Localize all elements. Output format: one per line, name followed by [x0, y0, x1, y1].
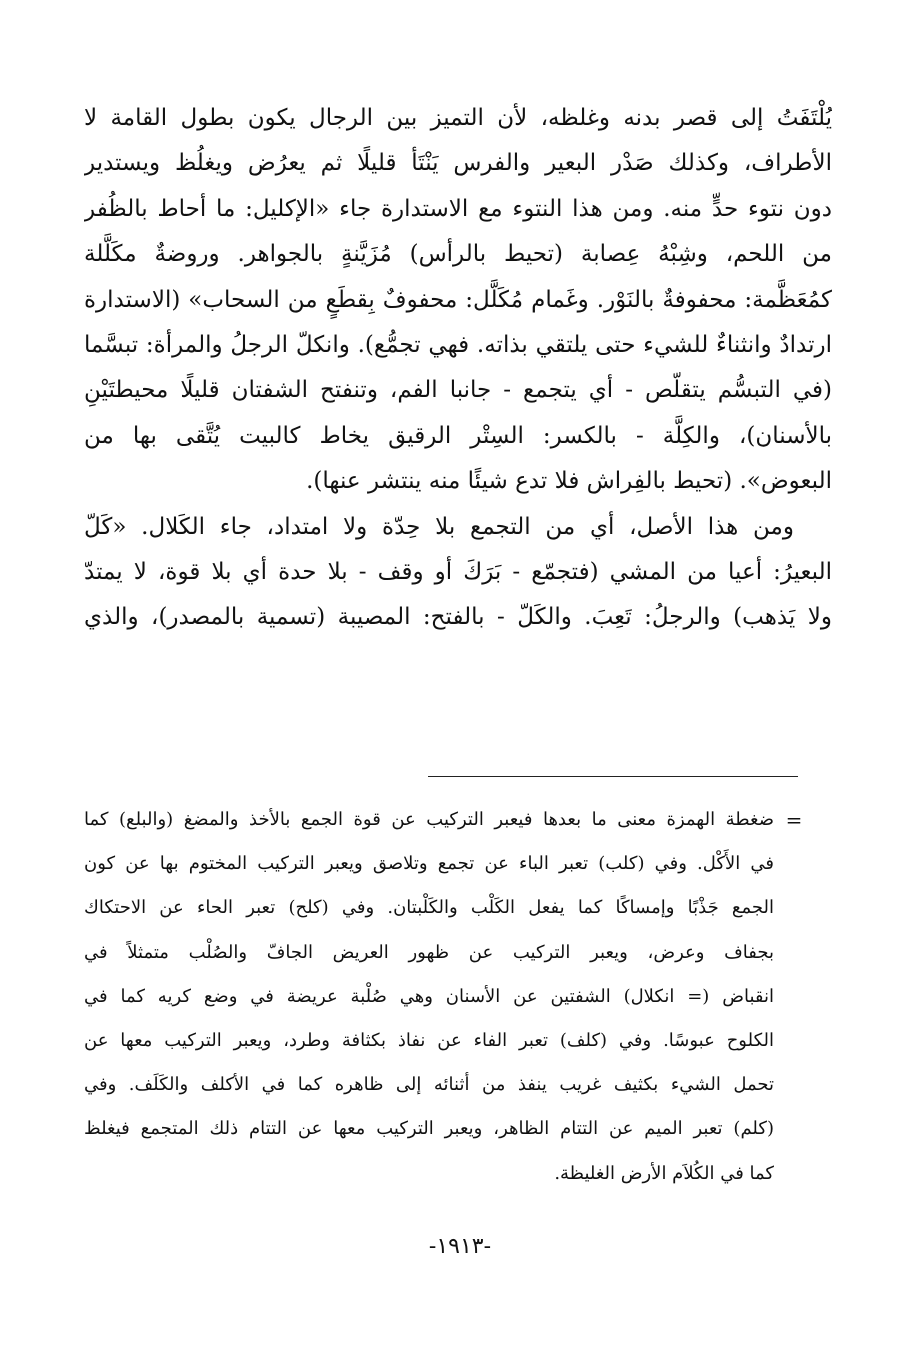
text-line: البعوض». (تحيط بالفِراش فلا تدع شيئًا منه ينتشر عنها).	[306, 468, 832, 495]
text-line: ارتدادٌ وانثناءٌ للشيء حتى يلتقي بذاته. فهي تجمُّع). وانكلّ الرجلُ والمرأة: تبسَّما	[84, 331, 832, 358]
text-line: يُلْتَفَتُ إلى قصر بدنه وغلظه، لأن التميز بين الرجال يكون بطول القامة لا	[84, 105, 832, 131]
footnote-continuation-marker: =	[785, 808, 803, 832]
footnote	[84, 798, 774, 1196]
footnote-line: تحمل الشيء بكثيف غريب ينفذ من أثنائه إلى ظاهره كما في الأكلف والكَلَف. وفي	[84, 1074, 774, 1096]
main-text	[84, 96, 832, 641]
footnote-line: الكلوح عبوسًا. وفي (كلف) تعبر الفاء عن نفاذ بكثافة وطرد، ويعبر التركيب معها عن	[84, 1029, 774, 1051]
text-line: من اللحم، وشِبْهُ عِصابة (تحيط بالرأس) مُزَيَّنةٍ بالجواهر. وروضةٌ مكَلَّلة	[84, 241, 832, 268]
footnote-line: انقباض (= انكلال) الشفتين عن الأسنان وهي صُلْبة عريضة في وضع كريه كما في	[84, 985, 774, 1007]
footnote-separator	[428, 776, 798, 777]
footnote-line: بجفاف وعرض، ويعبر التركيب عن ظهور العريض الجافّ والصُلْب متمثلاً في	[84, 941, 774, 963]
footnote-line: (كلم) تعبر الميم عن التتام الظاهر، ويعبر التركيب معها عن التتام ذلك المتجمع فيغلظ	[84, 1118, 774, 1140]
text-line: البعيرُ: أعيا من المشي (فتجمّع - بَرَكَ أو وقف - بلا حدة أي بلا قوة، لا يمتدّ	[84, 558, 832, 585]
text-line: دون نتوء حدٍّ منه. ومن هذا النتوء مع الاستدارة جاء «الإكليل: ما أحاط بالظُفر	[84, 195, 832, 222]
footnote-line: كما في الكُلاَم الأرض الغليظة.	[554, 1162, 774, 1184]
footnote-line: ضغطة الهمزة معنى ما بعدها فيعبر التركيب عن قوة الجمع بالأخذ والمضغ (والبلع) كما	[84, 809, 774, 830]
text-line: بالأسنان)، والكِلَّة - بالكسر: السِتْر الرقيق يخاط كالبيت يُتَّقى بها من	[84, 422, 832, 449]
text-line: ولا يَذهب) والرجلُ: تَعِبَ. والكَلّ - بالفتح: المصيبة (تسمية بالمصدر)، والذي	[84, 604, 832, 631]
text-line: ومن هذا الأصل، أي من التجمع بلا حِدّة ولا امتداد، جاء الكَلال. «كَلّ	[84, 513, 794, 540]
text-line: الأطراف، وكذلك صَدْر البعير والفرس يَنْتَأ قليلًا ثم يعرُض ويغلُظ ويستدير	[84, 150, 832, 177]
text-line: (في التبسُّم يتقلّص - أي يتجمع - جانبا الفم، وتنفتح الشفتان قليلًا محيطتَيْنِ	[84, 377, 832, 404]
page-number: -١٩١٣-	[428, 1234, 492, 1259]
footnote-line: الجمع جَذْبًا وإمساكًا كما يفعل الكَلْب والكَلْبتان. وفي (كلح) تعبر الحاء عن الاحتكاك	[84, 897, 774, 919]
text-line: كمُعَظَّمة: محفوفةٌ بالنَوْر. وغَمام مُكَلَّل: محفوفٌ بِقطَعٍ من السحاب» (الاستدارة	[84, 286, 832, 313]
footnote-line: في الأَكْل. وفي (كلب) تعبر الباء عن تجمع وتلاصق ويعبر التركيب المختوم بها عن كون	[84, 853, 774, 875]
